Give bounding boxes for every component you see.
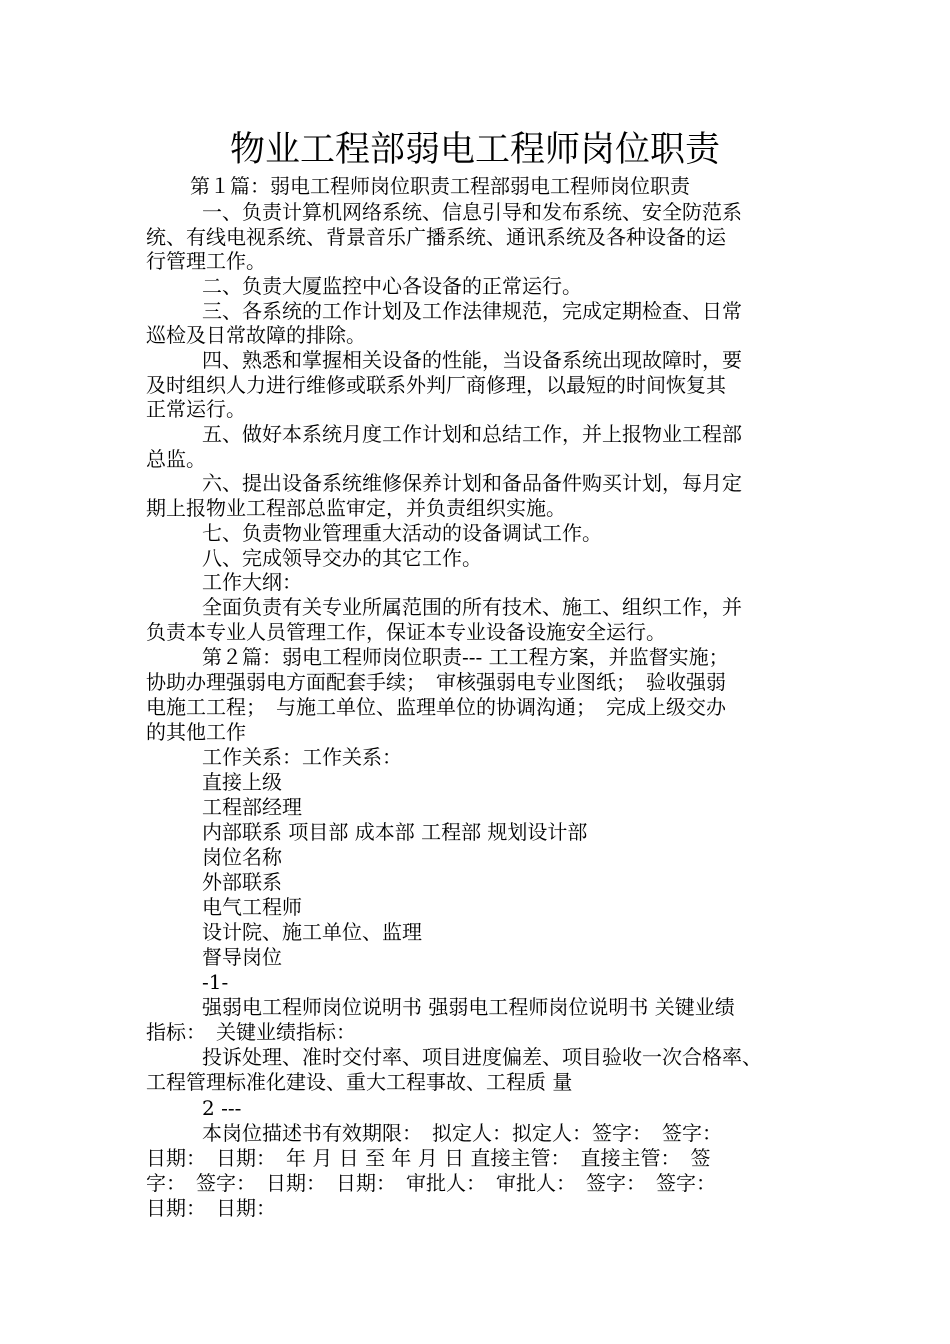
paragraph-line: 正常运行。 — [146, 397, 246, 421]
paragraph-line: 本岗位描述书有效期限： 拟定人：拟定人：签字： 签字： — [202, 1121, 722, 1145]
paragraph-line: 及时组织人力进行维修或联系外判厂商修理，以最短的时间恢复其 — [146, 373, 726, 397]
paragraph-line: 工作大纲： — [202, 570, 302, 594]
paragraph-line: 工作关系：工作关系： — [202, 745, 402, 769]
paragraph-line: 四、熟悉和掌握相关设备的性能，当设备系统出现故障时，要 — [202, 348, 742, 372]
paragraph-line: 二、负责大厦监控中心各设备的正常运行。 — [202, 274, 582, 298]
paragraph-line: 的其他工作 — [146, 720, 246, 744]
paragraph-line: 外部联系 — [202, 870, 282, 894]
paragraph-line: 日期： 日期： — [146, 1196, 276, 1220]
paragraph-line: 内部联系 项目部 成本部 工程部 规划设计部 — [202, 820, 588, 844]
document-title: 物业工程部弱电工程师岗位职责 — [229, 130, 720, 170]
paragraph-line: 工程管理标准化建设、重大工程事故、工程质 量 — [146, 1070, 573, 1094]
paragraph-line: 督导岗位 — [202, 945, 282, 969]
page-number: 2 --- — [202, 1096, 242, 1120]
section-heading-2: 第２篇：弱电工程师岗位职责--- 工工程方案，并监督实施； — [202, 645, 729, 669]
paragraph-line: 指标： 关键业绩指标： — [146, 1020, 356, 1044]
paragraph-line: 统、有线电视系统、背景音乐广播系统、通讯系统及各种设备的运 — [146, 225, 726, 249]
page-number: -1- — [202, 970, 229, 994]
paragraph-line: 六、提出设备系统维修保养计划和备品备件购买计划，每月定 — [202, 471, 742, 495]
paragraph-line: 岗位名称 — [202, 845, 282, 869]
paragraph-line: 三、各系统的工作计划及工作法律规范，完成定期检查、日常 — [202, 299, 742, 323]
paragraph-line: 七、负责物业管理重大活动的设备调试工作。 — [202, 521, 602, 545]
paragraph-line: 巡检及日常故障的排除。 — [146, 323, 366, 347]
paragraph-line: 强弱电工程师岗位说明书 强弱电工程师岗位说明书 关键业绩 — [202, 995, 735, 1019]
paragraph-line: 电施工工程； 与施工单位、监理单位的协调沟通； 完成上级交办 — [146, 695, 726, 719]
paragraph-line: 八、完成领导交办的其它工作。 — [202, 546, 482, 570]
paragraph-line: 一、负责计算机网络系统、信息引导和发布系统、安全防范系 — [202, 200, 742, 224]
paragraph-line: 行管理工作。 — [146, 249, 266, 273]
paragraph-line: 日期： 日期： 年 月 日 至 年 月 日 直接主管： 直接主管： 签 — [146, 1146, 711, 1170]
paragraph-line: 字： 签字： 日期： 日期： 审批人： 审批人： 签字： 签字： — [146, 1171, 716, 1195]
paragraph-line: 直接上级 — [202, 770, 282, 794]
paragraph-line: 期上报物业工程部总监审定，并负责组织实施。 — [146, 496, 566, 520]
paragraph-line: 负责本专业人员管理工作，保证本专业设备设施安全运行。 — [146, 620, 666, 644]
paragraph-line: 五、做好本系统月度工作计划和总结工作，并上报物业工程部 — [202, 422, 742, 446]
paragraph-line: 协助办理强弱电方面配套手续； 审核强弱电专业图纸； 验收强弱 — [146, 670, 726, 694]
paragraph-line: 投诉处理、准时交付率、项目进度偏差、项目验收一次合格率、 — [202, 1045, 762, 1069]
paragraph-line: 全面负责有关专业所属范围的所有技术、施工、组织工作，并 — [202, 595, 742, 619]
paragraph-line: 总监。 — [146, 447, 206, 471]
paragraph-line: 工程部经理 — [202, 795, 302, 819]
paragraph-line: 电气工程师 — [202, 895, 302, 919]
section-heading-1: 第１篇：弱电工程师岗位职责工程部弱电工程师岗位职责 — [190, 174, 690, 198]
paragraph-line: 设计院、施工单位、监理 — [202, 920, 422, 944]
